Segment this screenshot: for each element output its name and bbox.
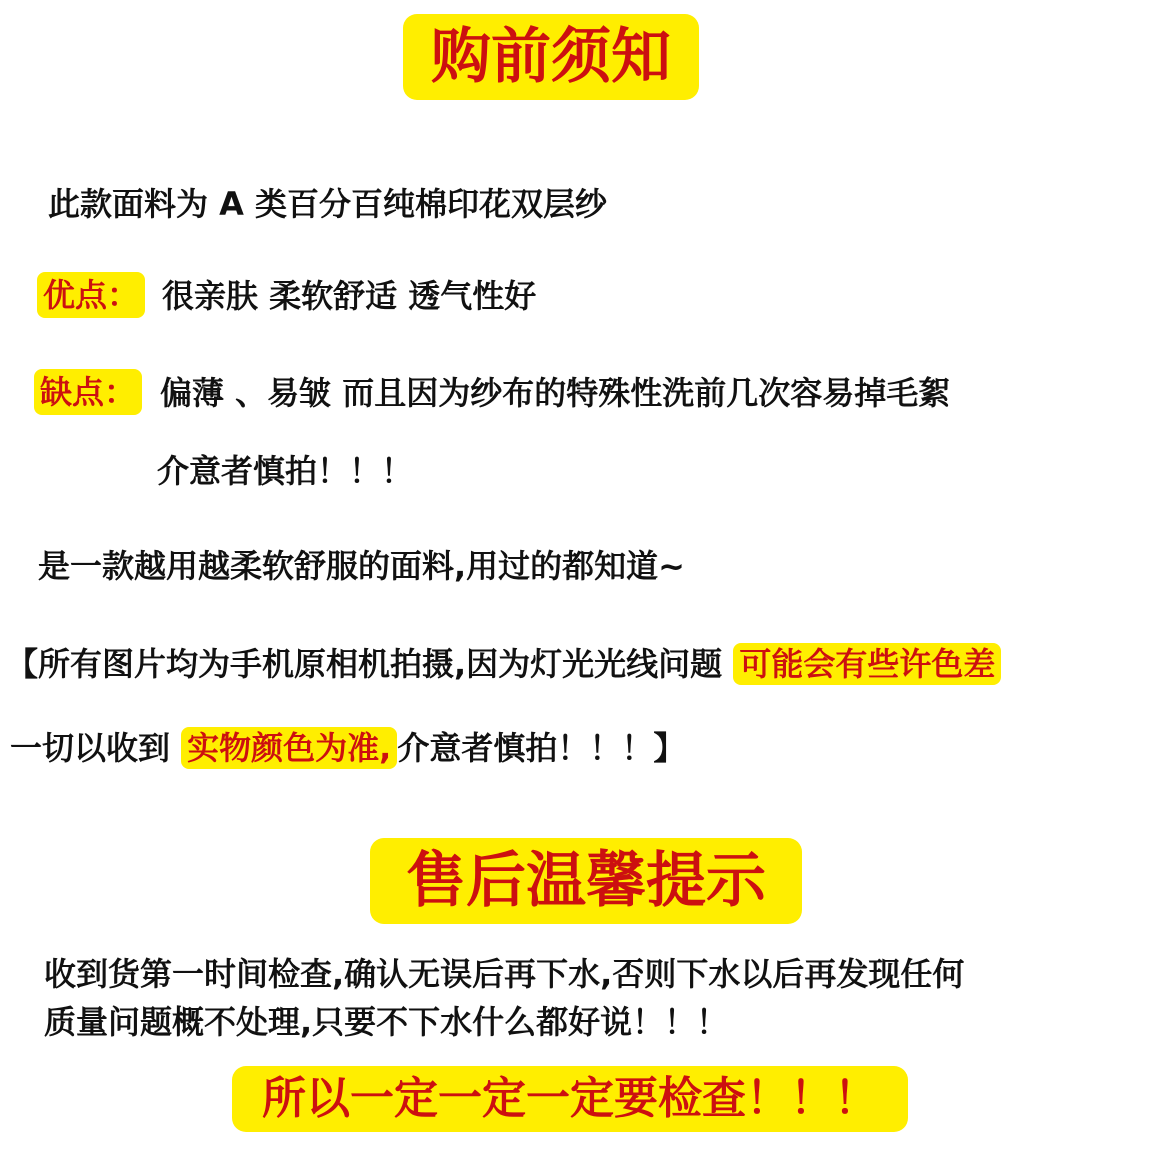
color-difference-highlight: 可能会有些许色差: [733, 643, 1001, 685]
fabric-description: 此款面料为 A 类百分百纯棉印花双层纱: [48, 185, 608, 223]
photo-note-prefix: 【所有图片均为手机原相机拍摄,因为灯光光线问题: [6, 645, 723, 683]
actual-color-highlight: 实物颜色为准,: [181, 727, 397, 769]
after-sales-title: 售后温馨提示: [370, 838, 802, 924]
after-sales-line-1: 收到货第一时间检查,确认无误后再下水,否则下水以后再发现任何: [44, 955, 965, 993]
photo-note-line: [6, 644, 1001, 684]
after-sales-line-2: 质量问题概不处理,只要不下水什么都好说！！！: [44, 1003, 729, 1041]
pros-label: 优点：: [37, 272, 145, 318]
must-check-banner: 所以一定一定一定要检查！！！: [232, 1066, 908, 1132]
softness-line: 是一款越用越柔软舒服的面料,用过的都知道~: [38, 547, 685, 585]
cons-note: 介意者慎拍！！！: [157, 452, 414, 490]
cons-text: 偏薄 、易皱 而且因为纱布的特殊性洗前几次容易掉毛絮: [160, 374, 951, 412]
actual-prefix: 一切以收到: [10, 729, 171, 767]
actual-suffix: 介意者慎拍！！！】: [397, 729, 686, 767]
pros-text: 很亲肤 柔软舒适 透气性好: [162, 277, 537, 315]
actual-color-line: [10, 728, 685, 768]
purchase-notice-title: 购前须知: [403, 14, 699, 100]
cons-label: 缺点：: [34, 369, 142, 415]
